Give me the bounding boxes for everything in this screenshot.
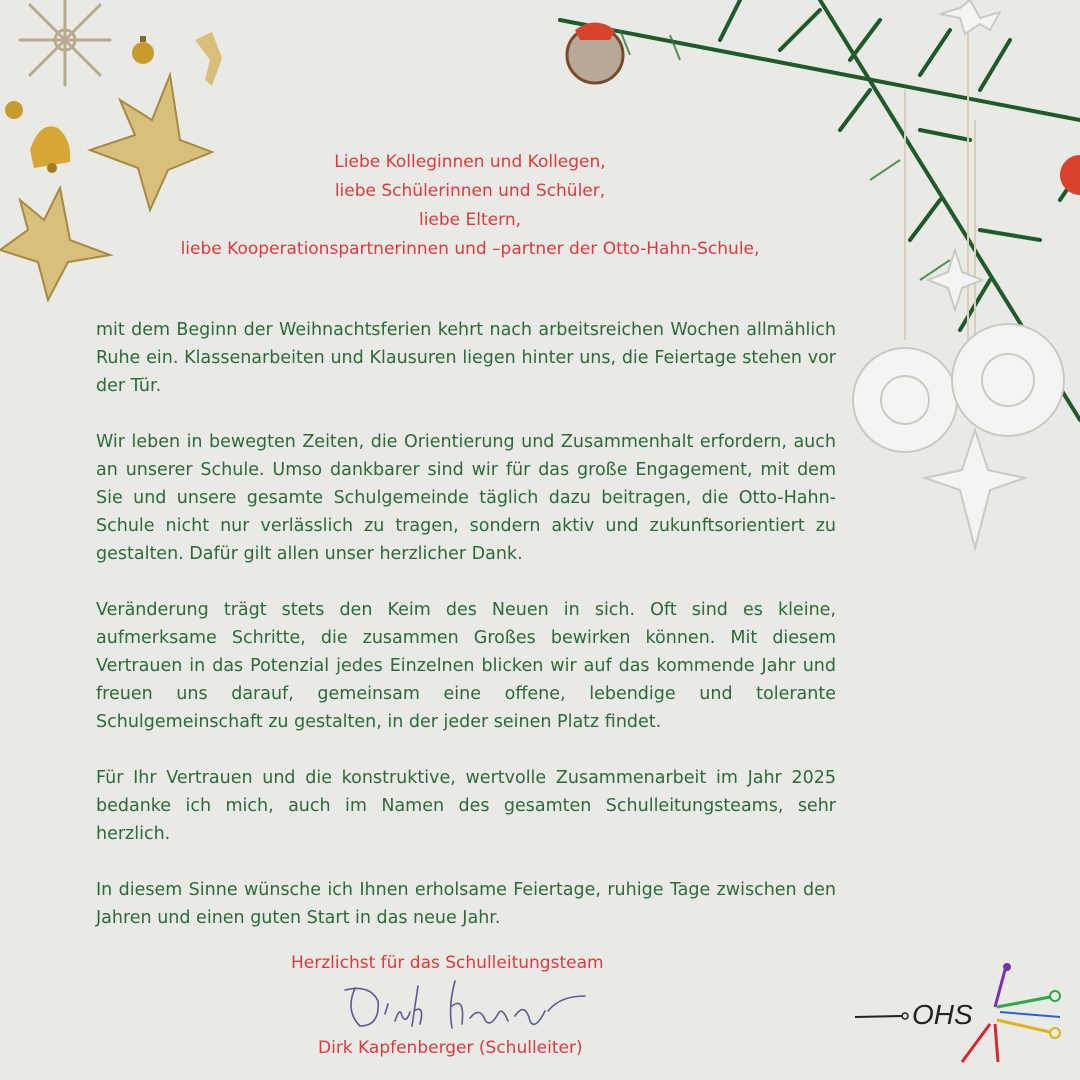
body-paragraph: mit dem Beginn der Weihnachtsferien kehrt nach arbeitsreichen Wochen allmählich Ruhe ein. Klassenarbeiten und Klausuren liegen hinter uns, die Feiertage stehen vor der Tür. [96, 320, 836, 396]
body-paragraph: Wir leben in bewegten Zeiten, die Orientierung und Zusammenhalt erfordern, auch an unserer Schule. Umso dankbarer sind wir für das große Engagement, mit dem Sie und unsere gesamte Schulgemeinde täglich dazu beitragen, die Otto-Hahn-Schule nicht nur verlässlich zu tragen, sondern aktiv und zukunftsorientiert zu gestalten. Dafür gilt allen unser herzlicher Dank. [96, 432, 836, 564]
salutation-line: liebe Eltern, [418, 210, 522, 230]
salutation-line: liebe Kooperationspartnerinnen und –partner der Otto-Hahn-Schule, [180, 239, 760, 259]
handwritten-signature [340, 976, 590, 1036]
salutation-line: liebe Schülerinnen und Schüler, [334, 181, 606, 201]
logo-text: OHS [912, 999, 973, 1030]
school-logo [850, 962, 1065, 1072]
body-paragraph: Für Ihr Vertrauen und die konstruktive, wertvolle Zusammenarbeit im Jahr 2025 bedanke ich mich, auch im Namen des gesamten Schulleitungsteams, sehr herzlich. [96, 768, 836, 844]
gold-ornament-icon [132, 36, 154, 64]
body-paragraph: Veränderung trägt stets den Keim des Neuen in sich. Oft sind es kleine, aufmerksame Schritte, die zusammen Großes bewirken können. Mit diesem Vertrauen in das Potenzial jedes Einzelnen blicken wir auf das kommende Jahr und freuen uns darauf, gemeinsam eine offene, lebendige und tolerante Schulgemeinschaft zu gestalten, in der jeder seinen Platz findet. [96, 600, 836, 732]
snowflake-icon [20, 0, 110, 85]
bell-icon [5, 101, 70, 173]
body-paragraph: In diesem Sinne wünsche ich Ihnen erholsame Feiertage, ruhige Tage zwischen den Jahren und einen guten Start in das neue Jahr. [96, 880, 836, 928]
letter-body [96, 316, 836, 960]
salutation [100, 148, 840, 264]
star-ornament-icon [0, 188, 110, 300]
ornament-ball-icon [1060, 155, 1080, 195]
closing-line: Herzlichst für das Schulleitungsteam [291, 953, 604, 973]
gold-ribbon-icon [195, 32, 222, 86]
signer-name: Dirk Kapfenberger (Schulleiter) [318, 1038, 583, 1058]
salutation-line: Liebe Kolleginnen und Kollegen, [334, 152, 606, 172]
